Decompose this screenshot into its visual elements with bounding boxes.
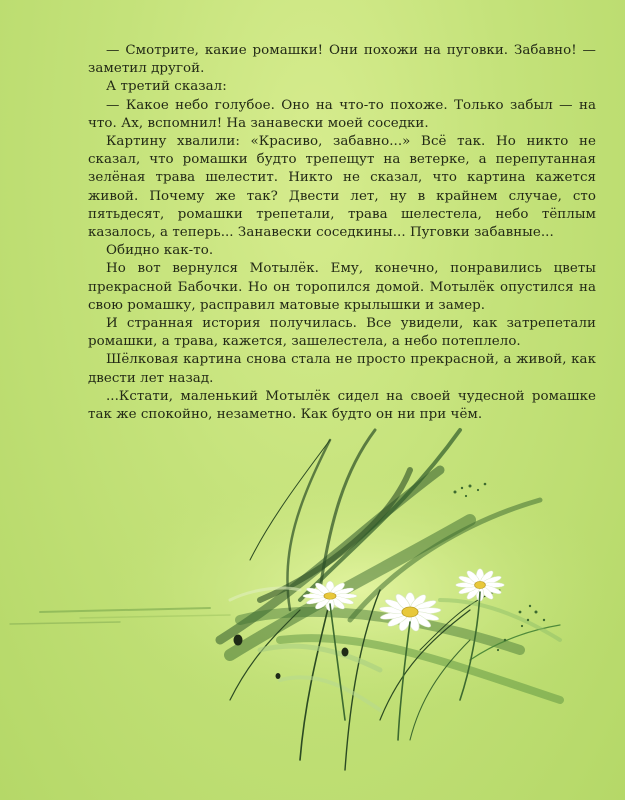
paragraph: Обидно как-то. (106, 243, 214, 259)
paragraph: — Какое небо голубое. Оно на что-то похоже. Только забыл — на что. Ах, вспомнил! На занавески моей соседки. (88, 97, 596, 131)
paragraph: ...Кстати, маленький Мотылёк сидел на своей чудесной ромашке так же спокойно, незаметно. Как будто он ни при чём. (88, 388, 596, 423)
paragraph: И странная история получилась. Все увидели, как затрепетали ромашки, а трава, кажется, зашелестела, а небо потеплело. (88, 316, 596, 350)
paragraph: Но вот вернулся Мотылёк. Ему, конечно, понравились цветы прекрасной Бабочки. Но он торопился домой. Мотылёк опустился на свою ромашку, расправил матовые крылышки и замер. (88, 261, 596, 313)
paragraph: Картину хвалили: «Красиво, забавно...» Всё так. Но никто не сказал, что ромашки будто трепещут на ветерке, а перепутанная зелёная трава шелестит. Никто не сказал, что картина кажется живой. Почему же так? Двести лет, ну в крайнем случае, сто пятьдесят, ромашки трепетали, трава шелестела, небо тёплым казалось, а теперь... Занавески соседкины... Пуговки забавные... (88, 134, 596, 241)
paragraph: — Смотрите, какие ромашки! Они похожи на пуговки. Забавно! — заметил другой. (88, 43, 596, 77)
paragraph: А третий сказал: (106, 79, 227, 95)
paragraph: Шёлковая картина снова стала не просто прекрасной, а живой, как двести лет назад. (88, 352, 596, 386)
